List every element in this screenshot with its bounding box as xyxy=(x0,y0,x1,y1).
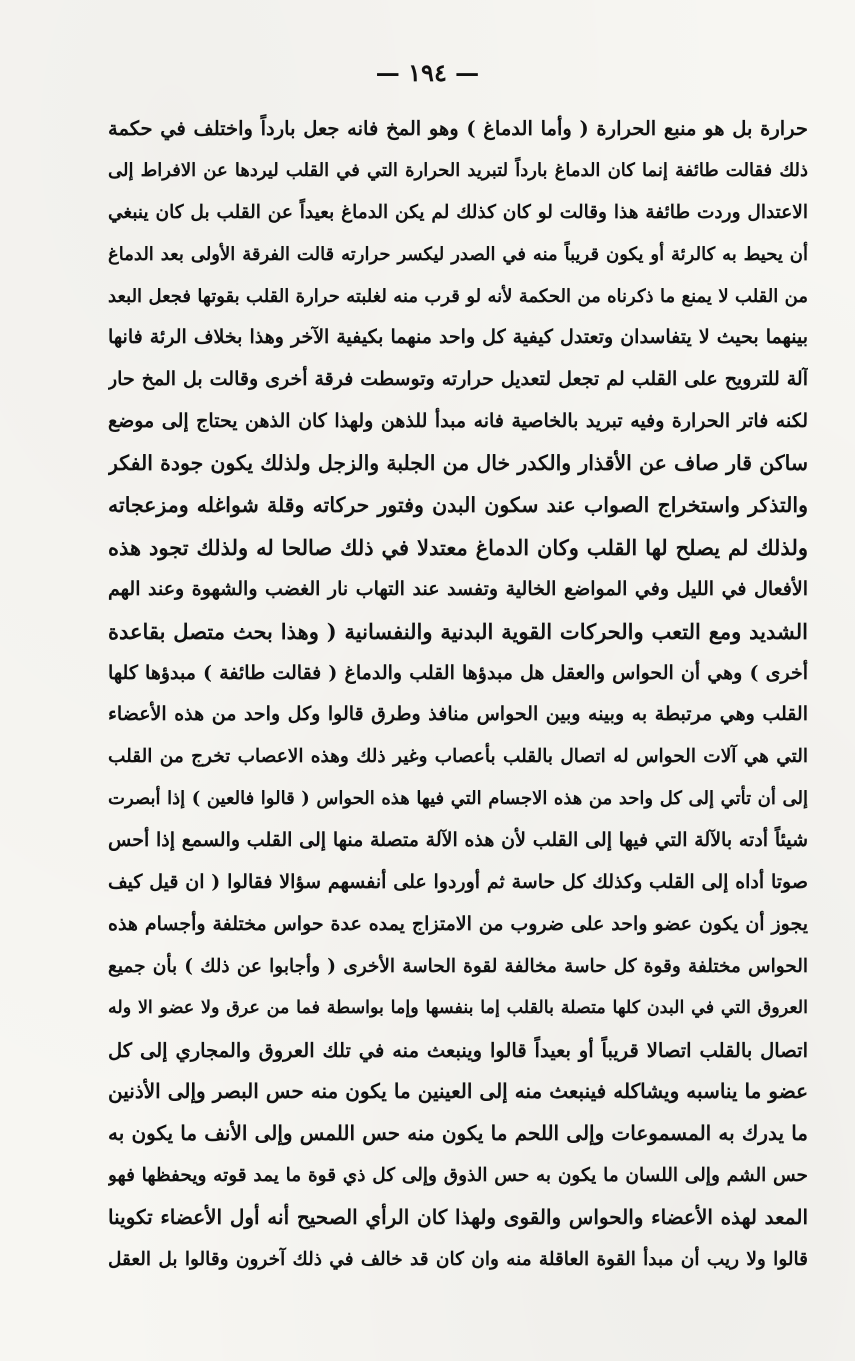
text-line: الحواس مختلفة وقوة كل حاسة مخالفة لقوة الحاسة الأخرى ( وأجابوا عن ذلك ) بأن جميع xyxy=(108,955,808,977)
text-line: آلة للترويح على القلب لم تجعل لتعديل حرارته وتوسطت فرقة أخرى وقالت بل المخ حار xyxy=(108,368,808,391)
text-line: قالوا ولا ريب أن مبدأ القوة العاقلة منه وان كان قد خالف في ذلك آخرون وقالوا بل العقل xyxy=(108,1249,808,1271)
page-number: — ١٩٤ — xyxy=(375,58,480,87)
text-line: اتصال بالقلب اتصالا قريباً أو بعيداً قالوا وينبعث منه في تلك العروق والمجاري إلى كل xyxy=(108,1038,808,1062)
text-line: ما يدرك به المسموعات وإلى اللحم ما يكون منه حس اللمس وإلى الأنف ما يكون به xyxy=(108,1121,808,1146)
text-line: ذلك فقالت طائفة إنما كان الدماغ بارداً لتبريد الحرارة التي في القلب ليردها عن الافراط إلى xyxy=(108,159,808,181)
text-line: لكنه فاتر الحرارة وفيه تبريد بالخاصية فانه مبدأ للذهن ولهذا كان الذهن يحتاج إلى موضع xyxy=(108,410,808,433)
text-line: والتذكر واستخراج الصواب عند سكون البدن وفتور حركاته وقلة شواغله ومزعجاته xyxy=(108,493,808,518)
text-line: من القلب لا يمنع ما ذكرناه من الحكمة لأنه لو قرب منه لغلبته حرارة القلب بقوتها فجعل البعد xyxy=(108,285,808,307)
text-line: المعد لهذه الأعضاء والحواس والقوى ولهذا كان الرأي الصحيح أنه أول الأعضاء تكوينا xyxy=(108,1205,808,1230)
text-line: عضو ما يناسبه ويشاكله فينبعث منه إلى العينين ما يكون منه حس البصر وإلى الأذنين xyxy=(108,1079,808,1104)
text-line: القلب وهي مرتبطة به وبينه وبين الحواس منافذ وطرق قالوا وكل واحد من هذه الأعضاء xyxy=(108,703,808,726)
text-line: التي هي آلات الحواس له اتصال بالقلب بأعصاب وغير ذلك وهذه الاعصاب تخرج من القلب xyxy=(108,746,808,768)
text-line: حرارة بل هو منبع الحرارة ( وأما الدماغ ) وهو المخ فانه جعل بارداً واختلف في حكمة xyxy=(108,117,808,140)
text-line: إلى أن تأتي إلى كل واحد من هذه الاجسام التي فيها هذه الحواس ( قالوا فالعين ) إذا أبصرت xyxy=(108,788,808,810)
text-line: الأفعال في الليل وفي المواضع الخالية وتفسد عند التهاب نار الغضب والشهوة وعند الهم xyxy=(108,577,808,600)
text-line: أن يحيط به كالرئة أو يكون قريباً منه في الصدر ليكسر حرارته قالت الفرقة الأولى بعد الدماغ xyxy=(108,243,808,265)
text-line: ساكن قار صاف عن الأقذار والكدر خال من الجلبة والزجل ولذلك يكون جودة الفكر xyxy=(108,451,808,476)
text-line: صوتا أداه إلى القلب وكذلك كل حاسة ثم أوردوا على أنفسهم سؤالا فقالوا ( ان قيل كيف xyxy=(108,871,808,894)
text-line: الاعتدال وردت طائفة هذا وقالت لو كان كذلك لم يكن الدماغ بعيداً عن القلب بل كان ينبغي xyxy=(108,201,808,223)
text-line: حس الشم وإلى اللسان ما يكون به حس الذوق وإلى كل ذي قوة ما يمد قوته ويحفظها فهو xyxy=(108,1165,808,1187)
text-line: العروق التي في البدن كلها متصلة بالقلب إما بنفسها وإما بواسطة فما من عرق ولا عضو الا وله xyxy=(108,997,808,1018)
page-text-body xyxy=(108,108,808,1281)
text-line: الشديد ومع التعب والحركات القوية البدنية والنفسانية ( وهذا بحث متصل بقاعدة xyxy=(108,618,808,644)
text-line: بينهما بحيث لا يتفاسدان وتعتدل كيفية كل واحد منهما بكيفية الآخر وهذا بخلاف الرئة فانها xyxy=(108,326,808,349)
text-line: ولذلك لم يصلح لها القلب وكان الدماغ معتدلا في ذلك صالحا له ولذلك تجود هذه xyxy=(108,534,808,560)
text-line: يجوز أن يكون عضو واحد على ضروب من الامتزاج يمده عدة حواس مختلفة وأجسام هذه xyxy=(108,912,808,935)
text-line: شيئاً أدته بالآلة التي فيها إلى القلب لأن هذه الآلة متصلة منها إلى القلب والسمع إذا أحس xyxy=(108,829,808,852)
text-line: أخرى ) وهي أن الحواس والعقل هل مبدؤها القلب والدماغ ( فقالت طائفة ) مبدؤها كلها xyxy=(108,661,808,684)
